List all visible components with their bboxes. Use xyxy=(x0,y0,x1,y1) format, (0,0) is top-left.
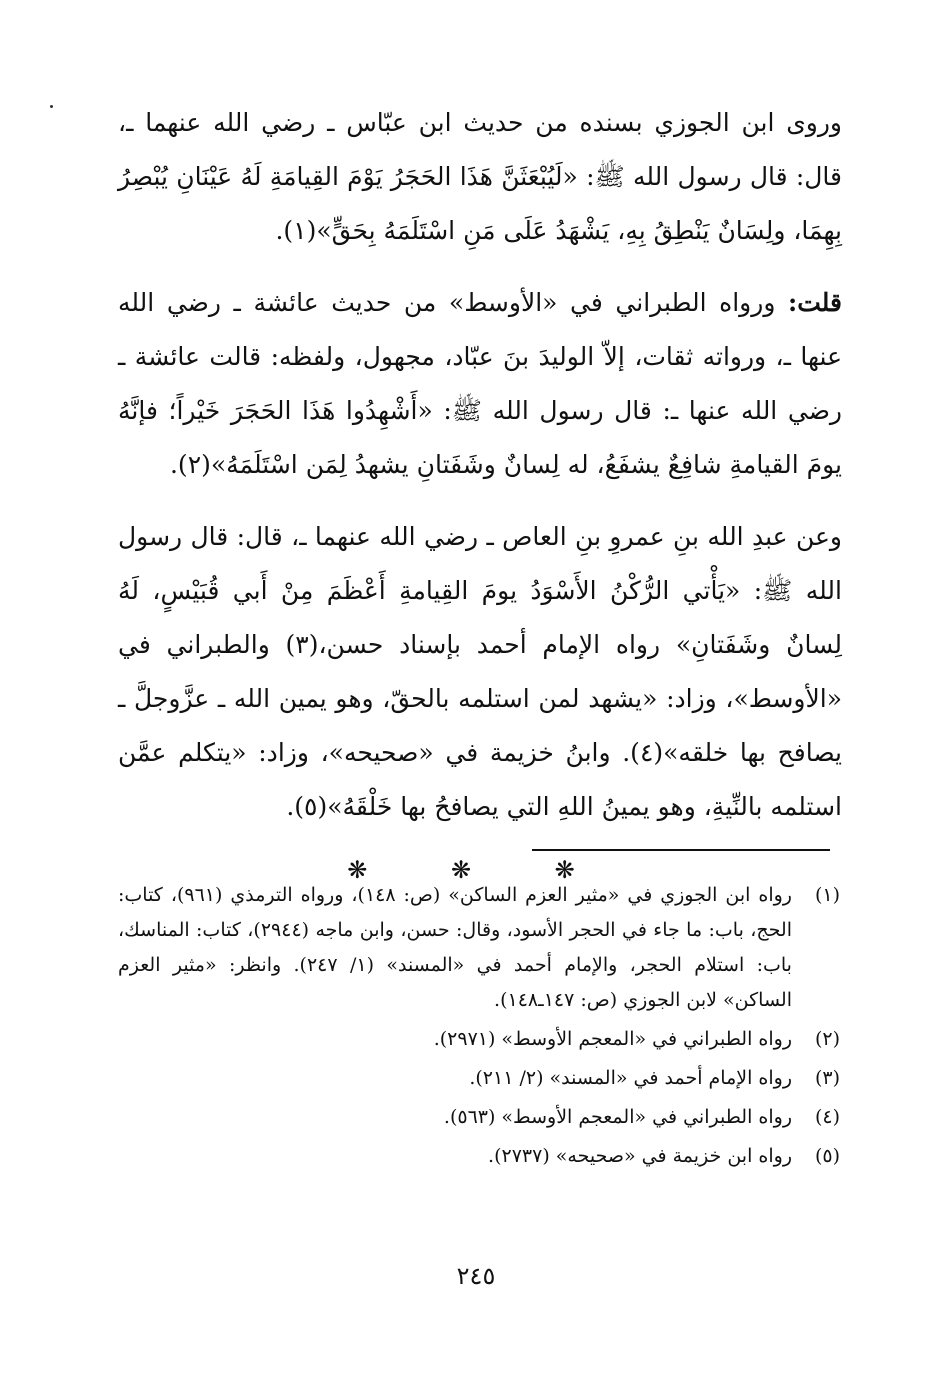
footnote-text: رواه الإمام أحمد في «المسند» (٢/ ٢١١). xyxy=(469,1067,792,1089)
paragraph-3-text: وعن عبدِ الله بنِ عمروِ بنِ العاص ـ رضي الله عنهما ـ، قال: قال رسول الله ﷺ: «يَأْتي الرُّكْنُ الأَسْوَدُ يومَ القِيامةِ أَعْظَمَ مِنْ أَبي قُبَيْسٍ، لَهُ لِسانٌ وشَفَتانِ» رواه الإمام أحمد بإسناد حسن،(٣) والطبراني في «الأوسط»، وزاد: «يشهد لمن استلمه بالحقّ، وهو يمين الله ـ عزَّوجلَّ ـ يصافح بها خلقه»(٤). وابنُ خزيمة في «صحيحه»، وزاد: «يتكلم عمَّن استلمه بالنِّيةِ، وهو يمينُ اللهِ التي يصافحُ بها خَلْقَهُ»(٥). xyxy=(118,522,842,821)
footnote-number: (٢) xyxy=(814,1028,840,1050)
footnote-text: رواه الطبراني في «المعجم الأوسط» (٢٩٧١). xyxy=(433,1028,792,1050)
footnote-text: رواه الطبراني في «المعجم الأوسط» (٥٦٣). xyxy=(443,1106,792,1128)
footnote-4 xyxy=(118,1100,840,1135)
footnote-text: رواه ابن الجوزي في «مثير العزم الساكن» (ص: ١٤٨)، ورواه الترمذي (٩٦١)، كتاب: الحج، باب: ما جاء في الحجر الأسود، وقال: حسن، وابن ماجه (٢٩٤٤)، كتاب: المناسك، باب: استلام الحجر، والإمام أحمد في «المسند» (١/ ٢٤٧). وانظر: «مثير العزم الساكن» لابن الجوزي (ص: ١٤٧ـ١٤٨). xyxy=(118,884,792,1011)
paragraph-2-lead: قلت: xyxy=(787,288,842,317)
main-text xyxy=(118,96,842,896)
footnote-1 xyxy=(118,878,840,1018)
footnote-2 xyxy=(118,1022,840,1057)
footnote-number: (٣) xyxy=(814,1067,840,1089)
footnote-text: رواه ابن خزيمة في «صحيحه» (٢٧٣٧). xyxy=(488,1145,792,1167)
paragraph-3 xyxy=(118,510,842,834)
footnote-3 xyxy=(118,1061,840,1096)
paragraph-2-text: ورواه الطبراني في «الأوسط» من حديث عائشة ـ رضي الله عنها ـ، ورواته ثقات، إلاّ الوليدَ بنَ عبّاد، مجهول، ولفظه: قالت عائشة ـ رضي الله عنها ـ: قال رسول الله ﷺ: «أَشْهِدُوا هَذَا الحَجَرَ خَيْراً؛ فإنَّهُ يومَ القيامةِ شافِعٌ يشفَعُ، له لِسانٌ وشَفَتانِ يشهدُ لِمَن اسْتَلَمَهُ»(٢). xyxy=(118,288,842,479)
page-number: ٢٤٥ xyxy=(456,1262,496,1290)
footnote-rule xyxy=(532,849,830,851)
footnote-number: (٥) xyxy=(814,1145,840,1167)
footnotes xyxy=(118,878,840,1178)
footnote-5 xyxy=(118,1139,840,1174)
footnote-number: (٤) xyxy=(814,1106,840,1128)
stray-mark xyxy=(50,105,53,108)
section-separator: ❋ ❋ ❋ xyxy=(347,856,613,884)
paragraph-2 xyxy=(118,276,842,492)
footnote-number: (١) xyxy=(814,884,840,906)
paragraph-1 xyxy=(118,96,842,258)
paragraph-1-text: وروى ابن الجوزي بسنده من حديث ابن عبّاس ـ رضي الله عنهما ـ، قال: قال رسول الله ﷺ: «لَيُبْعَثَنَّ هَذَا الحَجَرُ يَوْمَ القِيامَةِ لَهُ عَيْنَانِ يُبْصِرُ بِهِمَا، ولِسَانٌ يَنْطِقُ بِهِ، يَشْهَدُ عَلَى مَنِ اسْتَلَمَهُ بِحَقٍّ»(١). xyxy=(118,108,842,245)
